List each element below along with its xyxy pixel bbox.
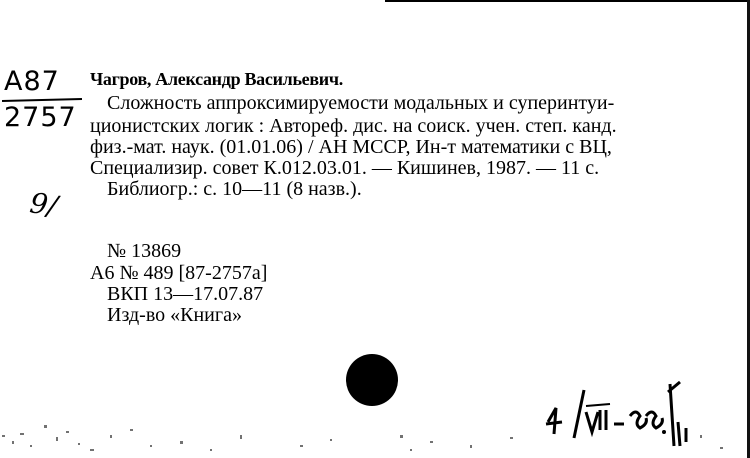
publisher-line: Изд-во «Книга» bbox=[107, 304, 242, 326]
vkp-code: ВКП 13—17.07.87 bbox=[107, 283, 264, 305]
registry-number: № 13869 bbox=[107, 240, 182, 262]
entry-line: Сложность аппроксимируемости модальных и суперинтуи- bbox=[107, 92, 615, 114]
entry-line: физ.-мат. наук. (01.01.06) / АН МССР, Ин-т математики с ВЦ, bbox=[90, 136, 612, 158]
author-heading: Чагров, Александр Васильевич. bbox=[90, 69, 343, 89]
catalog-code: А6 № 489 [87-2757а] bbox=[90, 262, 268, 284]
card-top-border bbox=[385, 0, 750, 2]
punch-hole bbox=[346, 354, 398, 406]
shelfmark-bottom: 2757 bbox=[4, 102, 77, 133]
entry-line: Специализир. совет К.012.03.01. — Кишинев, 1987. — 11 с. bbox=[90, 157, 600, 179]
handwritten-margin-mark: 9/ bbox=[27, 186, 60, 223]
bibliography-note: Библиогр.: с. 10—11 (8 назв.). bbox=[107, 178, 362, 200]
entry-line: ционистских логик : Автореф. дис. на соиск. учен. степ. канд. bbox=[90, 115, 617, 137]
shelfmark-top: А87 bbox=[4, 66, 60, 97]
scan-noise bbox=[0, 405, 750, 458]
